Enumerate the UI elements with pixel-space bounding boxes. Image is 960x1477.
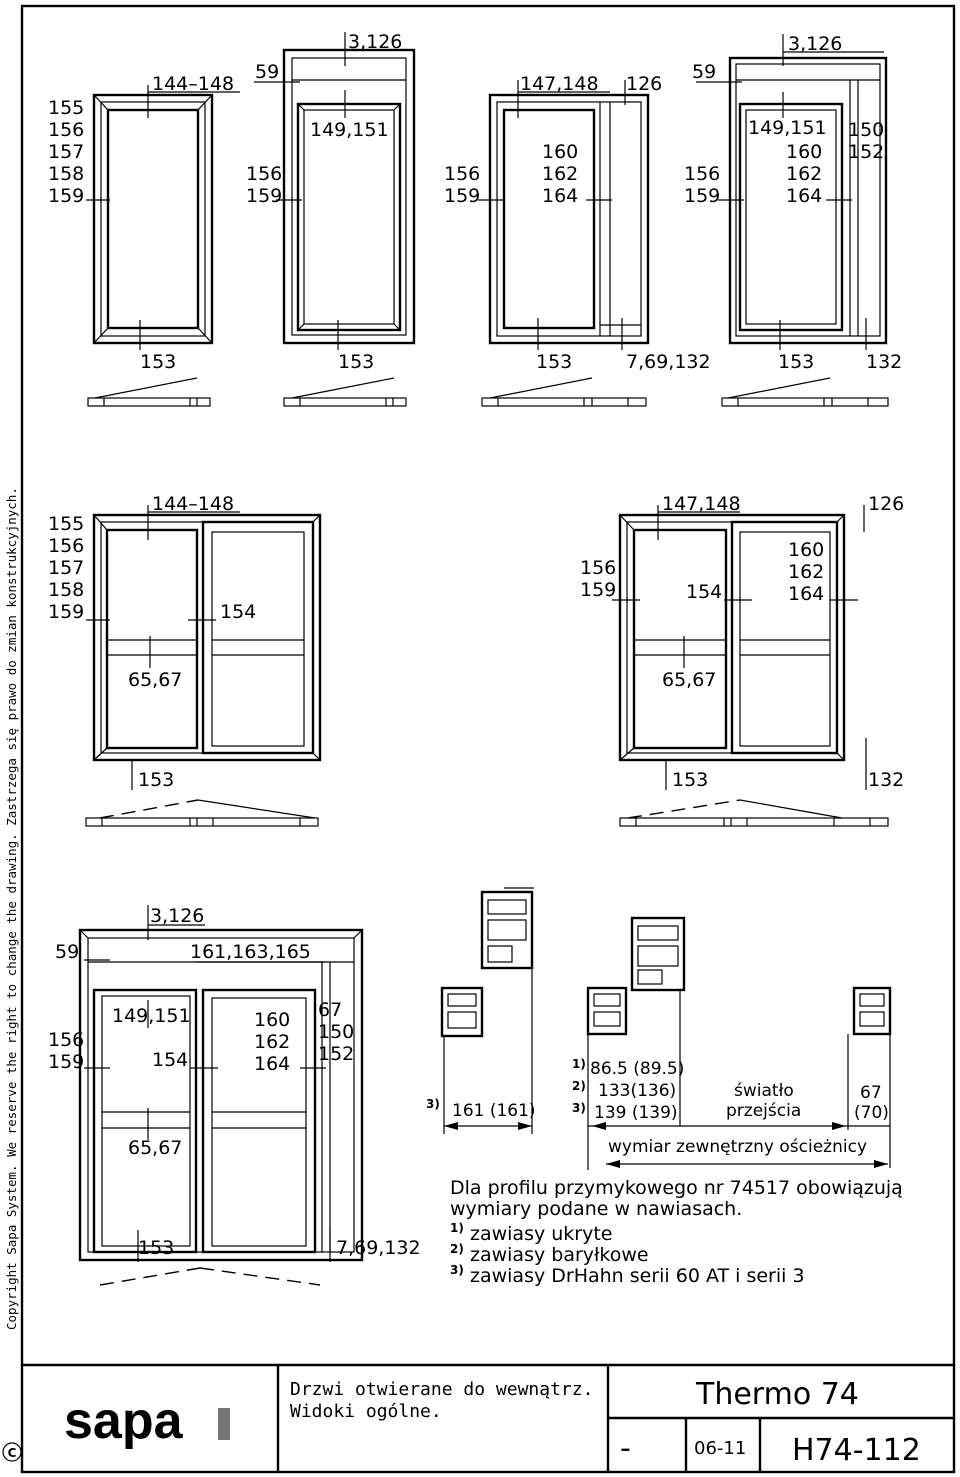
door3-code: 164 [542,185,579,207]
door7-bottom-code2: 7,69,132 [336,1237,421,1259]
side-notice [4,487,19,1330]
door4-code: 160 [786,141,823,163]
door3-code: 162 [542,163,579,185]
section-sup: 2) [572,1079,586,1093]
door-4 [684,33,902,406]
door3-bottom-code: 153 [536,351,573,373]
door1-code: 156 [48,119,85,141]
door4-bottom-code2: 132 [866,351,903,373]
door6-code: 164 [788,583,825,605]
drawing-date: 06-11 [694,1438,747,1459]
door7-rail-code: 65,67 [128,1137,183,1159]
revision: - [620,1431,631,1466]
hinge-sup: 1) [450,1221,464,1235]
hinge-note: zawiasy baryłkowe [470,1244,649,1266]
profile-section [426,888,890,1170]
door7-code: 67 [318,999,343,1021]
door1-top-code: 144–148 [152,73,235,95]
profile-note: Dla profilu przymykowego nr 74517 obowiązują [450,1177,903,1199]
side-notice-text: Copyright Sapa System. We reserve the right to change the drawing. Zastrzega się prawo do zmian konstrukcyjnych. [4,487,19,1330]
door3-side-code: 126 [626,73,663,95]
door7-code: 150 [318,1021,355,1043]
door4-code: 162 [786,163,823,185]
section-dim: 133(136) [598,1081,677,1101]
door1-code: 157 [48,141,85,163]
door7-code: 159 [48,1051,85,1073]
door5-code: 157 [48,557,85,579]
section-sup: 3) [572,1101,586,1115]
hinge-note: zawiasy DrHahn serii 60 AT i serii 3 [470,1265,805,1287]
door5-code: 159 [48,601,85,623]
notes [450,1177,903,1287]
door6-side-code: 126 [868,493,905,515]
sapa-logo: sapa [64,1392,183,1450]
clear-opening-label: światło [734,1081,794,1101]
door7-top-code2: 161,163,165 [190,941,311,963]
door3-code: 159 [444,185,481,207]
hinge-note: zawiasy ukryte [470,1223,613,1245]
logo-mark [218,1408,230,1440]
door3-code: 160 [542,141,579,163]
section-left-dim: 161 (161) [452,1101,536,1121]
door6-top-code: 147,148 [662,493,741,515]
door-2 [246,31,414,406]
profile-note: wymiary podane w nawiasach. [450,1198,743,1220]
door6-mullion-code: 154 [686,581,723,603]
clear-opening-label: przejścia [726,1101,802,1121]
section-dim: 86.5 (89.5) [590,1059,685,1079]
door6-code: 160 [788,539,825,561]
door4-inner-code: 149,151 [748,117,827,139]
door1-code: 155 [48,97,85,119]
door7-mullion-code: 154 [152,1049,189,1071]
door4-code: 150 [848,119,885,141]
door2-bottom-code: 153 [338,351,375,373]
system-name: Thermo 74 [696,1377,859,1412]
hinge-sup: 3) [450,1263,464,1277]
door3-bottom-code2: 7,69,132 [626,351,711,373]
door7-top-code: 3,126 [150,905,205,927]
door5-top-code: 144–148 [152,493,235,515]
door2-top-code2: 3,126 [348,31,403,53]
door7-code: 164 [254,1053,291,1075]
door4-bottom-code: 153 [778,351,815,373]
door3-top-code: 147,148 [520,73,599,95]
door4-code: 159 [684,185,721,207]
section-right-dim: 67 [860,1083,882,1103]
door1-bottom-code: 153 [140,351,177,373]
section-dim: 139 (139) [594,1103,678,1123]
door7-inner-code: 149,151 [112,1005,191,1027]
door-3 [444,73,711,406]
section-right-dim: (70) [854,1103,889,1123]
door2-code: 159 [246,185,283,207]
door5-code: 155 [48,513,85,535]
door6-code: 156 [580,557,617,579]
door4-code: 164 [786,185,823,207]
outer-dim-label: wymiar zewnętrzny ościeżnicy [608,1137,868,1157]
door7-code: 152 [318,1043,355,1065]
door2-inner-code: 149,151 [310,119,389,141]
drawing-description: Drzwi otwierane do wewnątrz. [290,1379,594,1400]
door7-bottom-code: 153 [138,1237,175,1259]
door-1 [48,73,240,406]
door5-bottom-code: 153 [138,769,175,791]
door4-top-code2: 3,126 [788,33,843,55]
door1-code: 159 [48,185,85,207]
door7-left-code: 59 [55,941,80,963]
door4-code: 156 [684,163,721,185]
door6-bottom-code: 153 [672,769,709,791]
door5-mullion-code: 154 [220,601,257,623]
door7-code: 162 [254,1031,291,1053]
drawing-code: H74-112 [792,1433,921,1468]
door7-code: 160 [254,1009,291,1031]
door2-code: 156 [246,163,283,185]
door4-code: 152 [848,141,885,163]
door-7 [48,905,421,1285]
door1-code: 158 [48,163,85,185]
section-left-sup: 3) [426,1097,440,1111]
door6-code: 162 [788,561,825,583]
door2-top-code: 59 [255,61,280,83]
door5-code: 156 [48,535,85,557]
door-6 [580,493,904,826]
door6-rail-code: 65,67 [662,669,717,691]
door5-rail-code: 65,67 [128,669,183,691]
section-sup: 1) [572,1057,586,1071]
copyright-symbol: C [7,1446,17,1460]
drawing-description: Widoki ogólne. [290,1401,442,1422]
door6-bottom-code2: 132 [868,769,905,791]
title-block [64,1365,954,1472]
door5-code: 158 [48,579,85,601]
door-5 [48,493,320,826]
door7-code: 156 [48,1029,85,1051]
hinge-sup: 2) [450,1242,464,1256]
door6-code: 159 [580,579,617,601]
door3-code: 156 [444,163,481,185]
door4-top-code: 59 [692,61,717,83]
